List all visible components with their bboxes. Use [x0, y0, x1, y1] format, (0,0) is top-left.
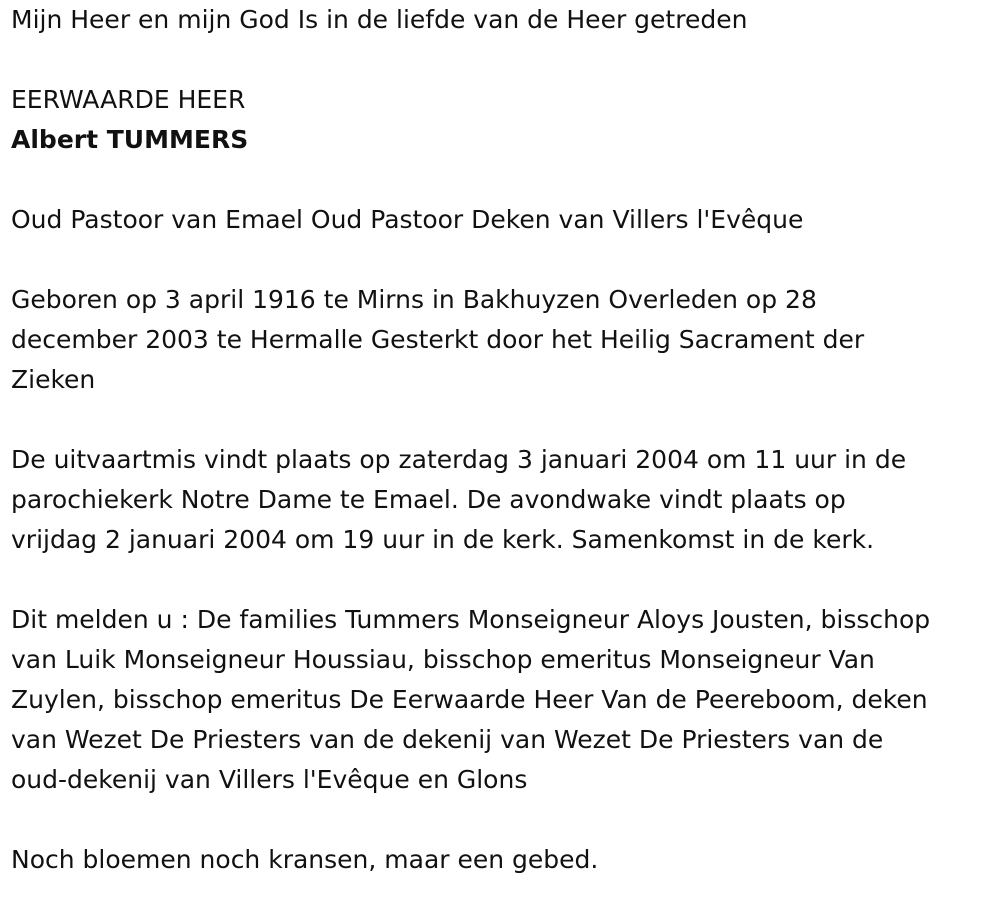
epigraph: Mijn Heer en mijn God Is in de liefde van de Heer getreden	[11, 5, 748, 34]
role-description: Oud Pastoor van Emael Oud Pastoor Deken van Villers l'Evêque	[11, 205, 804, 234]
birth-death-line: Zieken	[11, 365, 96, 394]
funeral-line: parochiekerk Notre Dame te Emael. De avondwake vindt plaats op	[11, 485, 846, 514]
announcement-line: Dit melden u : De families Tummers Monseigneur Aloys Jousten, bisschop	[11, 605, 931, 634]
spacer	[11, 400, 991, 440]
spacer	[11, 240, 991, 280]
spacer	[11, 40, 991, 80]
spacer	[11, 160, 991, 200]
announcement-line: Zuylen, bisschop emeritus De Eerwaarde Heer Van de Peereboom, deken	[11, 685, 928, 714]
announcement-paragraph	[11, 600, 991, 800]
announcement-line: van Wezet De Priesters van de dekenij van Wezet De Priesters van de	[11, 725, 884, 754]
birth-death-paragraph	[11, 280, 991, 400]
spacer	[11, 800, 991, 840]
obituary-notice	[11, 0, 991, 880]
honorific: EERWAARDE HEER	[11, 85, 246, 114]
spacer	[11, 560, 991, 600]
announcement-line: oud-dekenij van Villers l'Evêque en Glons	[11, 765, 528, 794]
funeral-line: vrijdag 2 januari 2004 om 19 uur in de kerk. Samenkomst in de kerk.	[11, 525, 875, 554]
funeral-line: De uitvaartmis vindt plaats op zaterdag 3 januari 2004 om 11 uur in de	[11, 445, 907, 474]
announcement-line: van Luik Monseigneur Houssiau, bisschop emeritus Monseigneur Van	[11, 645, 875, 674]
birth-death-line: Geboren op 3 april 1916 te Mirns in Bakhuyzen Overleden op 28	[11, 285, 817, 314]
closing-line: Noch bloemen noch kransen, maar een gebed.	[11, 845, 599, 874]
funeral-paragraph	[11, 440, 991, 560]
deceased-name: Albert TUMMERS	[11, 125, 249, 154]
birth-death-line: december 2003 te Hermalle Gesterkt door het Heilig Sacrament der	[11, 325, 865, 354]
